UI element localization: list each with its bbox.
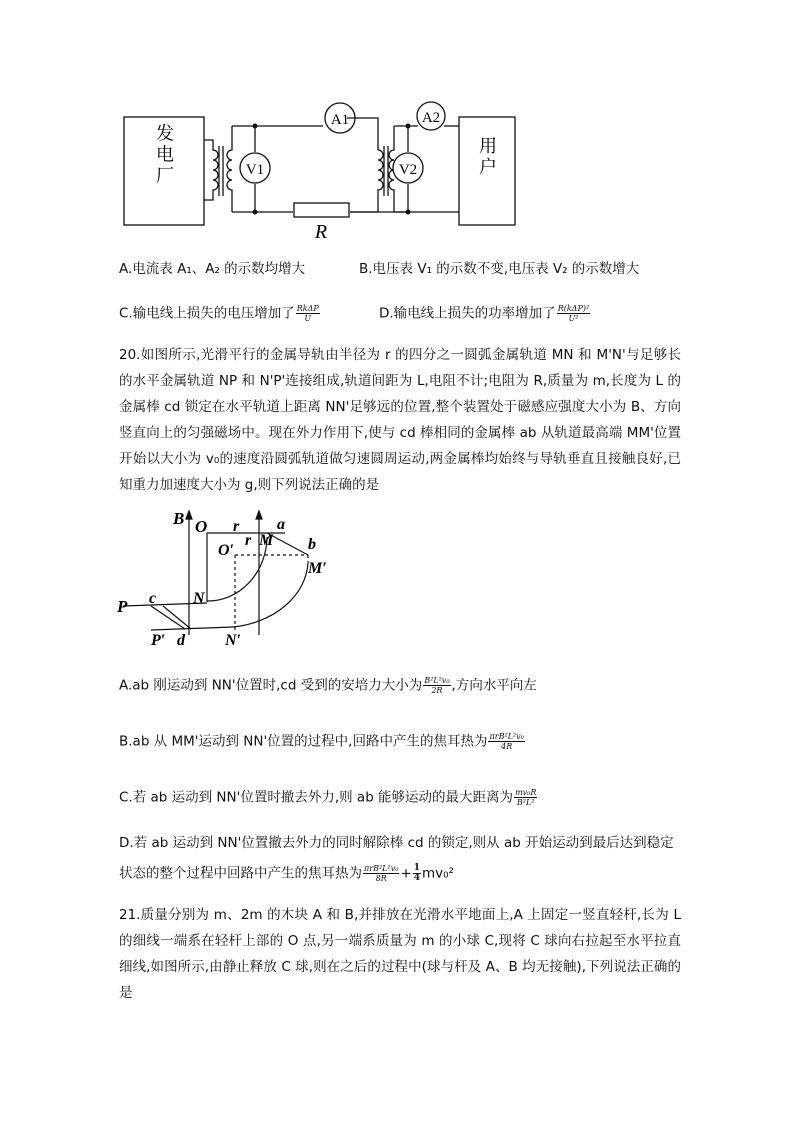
q20-d-num2: 1 [413, 863, 420, 873]
q20-option-d-line2 [119, 864, 454, 883]
label-B: B [173, 509, 185, 528]
label-r1: r [233, 518, 240, 535]
label-a: a [277, 516, 285, 533]
q21-stem: 21.质量分别为 m、2m 的木块 A 和 B,并排放在光滑水平地面上,A 上固定一竖直轻杆,长为 L 的细线一端系在轻杆上部的 O 点,另一端系质量为 m 的小球 C,现将 C 球向右拉起至水平拉直细线,如图所示,由静止释放 C 球,则在之后的过程中(球与杆及 A、B 均无接触),下列说法正确的是 [119, 907, 681, 1001]
q20-d-fraction [363, 864, 399, 883]
label-P: P [117, 597, 128, 616]
q19-d-num: R(kΔP)² [557, 304, 590, 313]
q20-c-num: mv₀R [515, 788, 537, 797]
q20-option-d-tail: mv₀² [422, 865, 454, 882]
generator-label: 发电厂 [154, 123, 174, 187]
q20-stem: 20.如图所示,光滑平行的金属导轨由半径为 r 的四分之一圆弧金属轨道 MN 和 M'N'与足够长的水平金属轨道 NP 和 N'P'连接组成,轨道间距为 L,电阻不计;电阻为 R,质量为 m,长度为 L 的金属棒 cd 锁定在水平轨道上距离 NN'足够远的位置,整个装置处于磁感应强度大小为 B、方向竖直向上的匀强磁场中。现在外力作用下,使与 cd 棒相同的金属棒 ab 从轨道最高端 MM'位置开始以大小为 v₀的速度沿圆弧轨道做匀速圆周运动,两金属棒均始终与导轨垂直且接触良好,已知重力加速度大小为 g,则下列说法正确的是 [119, 347, 681, 493]
label-N: N [193, 590, 205, 607]
q20-a-fraction [423, 676, 450, 695]
q20-option-b-text: B.ab 从 MM'运动到 NN'位置的过程中,回路中产生的焦耳热为 [119, 733, 488, 750]
q20-option-d-text2: 状态的整个过程中回路中产生的焦耳热为 [119, 865, 362, 882]
q20-c-den: B²L² [516, 798, 535, 807]
label-N2: N′ [225, 632, 242, 649]
label-c: c [149, 590, 157, 607]
q20-option-a [119, 676, 537, 695]
q20-d-plus: + [400, 865, 412, 882]
user-label: 用户 [477, 136, 497, 178]
q20-d-num: πrB²L²v₀ [364, 864, 399, 873]
q19-option-a: A.电流表 A₁、A₂ 的示数均增大 [119, 261, 306, 277]
q19-option-c-text: C.输电线上损失的电压增加了 [119, 305, 295, 322]
q20-option-c [119, 788, 538, 807]
q20-a-num: B²L²v₀ [424, 676, 450, 685]
q20-c-fraction [514, 788, 537, 807]
label-b: b [308, 536, 316, 553]
meter-a2: A2 [421, 110, 441, 126]
q19-option-d [379, 304, 591, 323]
q20-d-den: 8R [375, 874, 387, 883]
label-P2: P′ [151, 632, 166, 649]
q19-c-den: U [304, 314, 312, 323]
q20-a-den: 2R [431, 686, 443, 695]
q20-b-num: πrB²L²v₀ [489, 732, 524, 741]
q20-option-a-text: A.ab 刚运动到 NN'位置时,cd 受到的安培力大小为 [119, 677, 423, 694]
resistor-label: R [314, 221, 328, 243]
q20-b-den: 4R [501, 742, 513, 751]
q20-d-fraction2 [413, 864, 421, 883]
q20-option-c-text: C.若 ab 运动到 NN'位置时撤去外力,则 ab 能够运动的最大距离为 [119, 789, 514, 806]
meter-v2: V2 [398, 162, 418, 178]
q20-d-den2: 4 [413, 873, 420, 883]
q20-option-a-tail: ,方向水平向左 [451, 677, 537, 694]
q19-option-d-text: D.输电线上损失的功率增加了 [379, 305, 556, 322]
q20-option-b [119, 732, 526, 751]
meter-v1: V1 [245, 162, 265, 178]
q19-c-fraction [296, 304, 320, 323]
meter-a1: A1 [330, 112, 350, 128]
label-O2: O′ [218, 542, 235, 559]
circuit-diagram [118, 100, 528, 245]
label-M2: M′ [308, 560, 327, 577]
rail-diagram [115, 505, 345, 650]
label-r2: r [245, 532, 252, 549]
q20-option-d-line1: D.若 ab 运动到 NN'位置撤去外力的同时解除棒 cd 的锁定,则从 ab 开始运动到最后达到稳定 [119, 835, 674, 851]
q19-d-den: U² [568, 314, 579, 323]
label-M: M [259, 532, 274, 549]
q19-option-b: B.电压表 V₁ 的示数不变,电压表 V₂ 的示数增大 [359, 261, 640, 277]
q19-option-c [119, 304, 321, 323]
label-O: O [195, 517, 208, 536]
q19-c-num: RkΔP [296, 304, 319, 313]
label-d: d [177, 632, 185, 649]
q19-d-fraction [557, 304, 590, 323]
q20-b-fraction [488, 732, 524, 751]
